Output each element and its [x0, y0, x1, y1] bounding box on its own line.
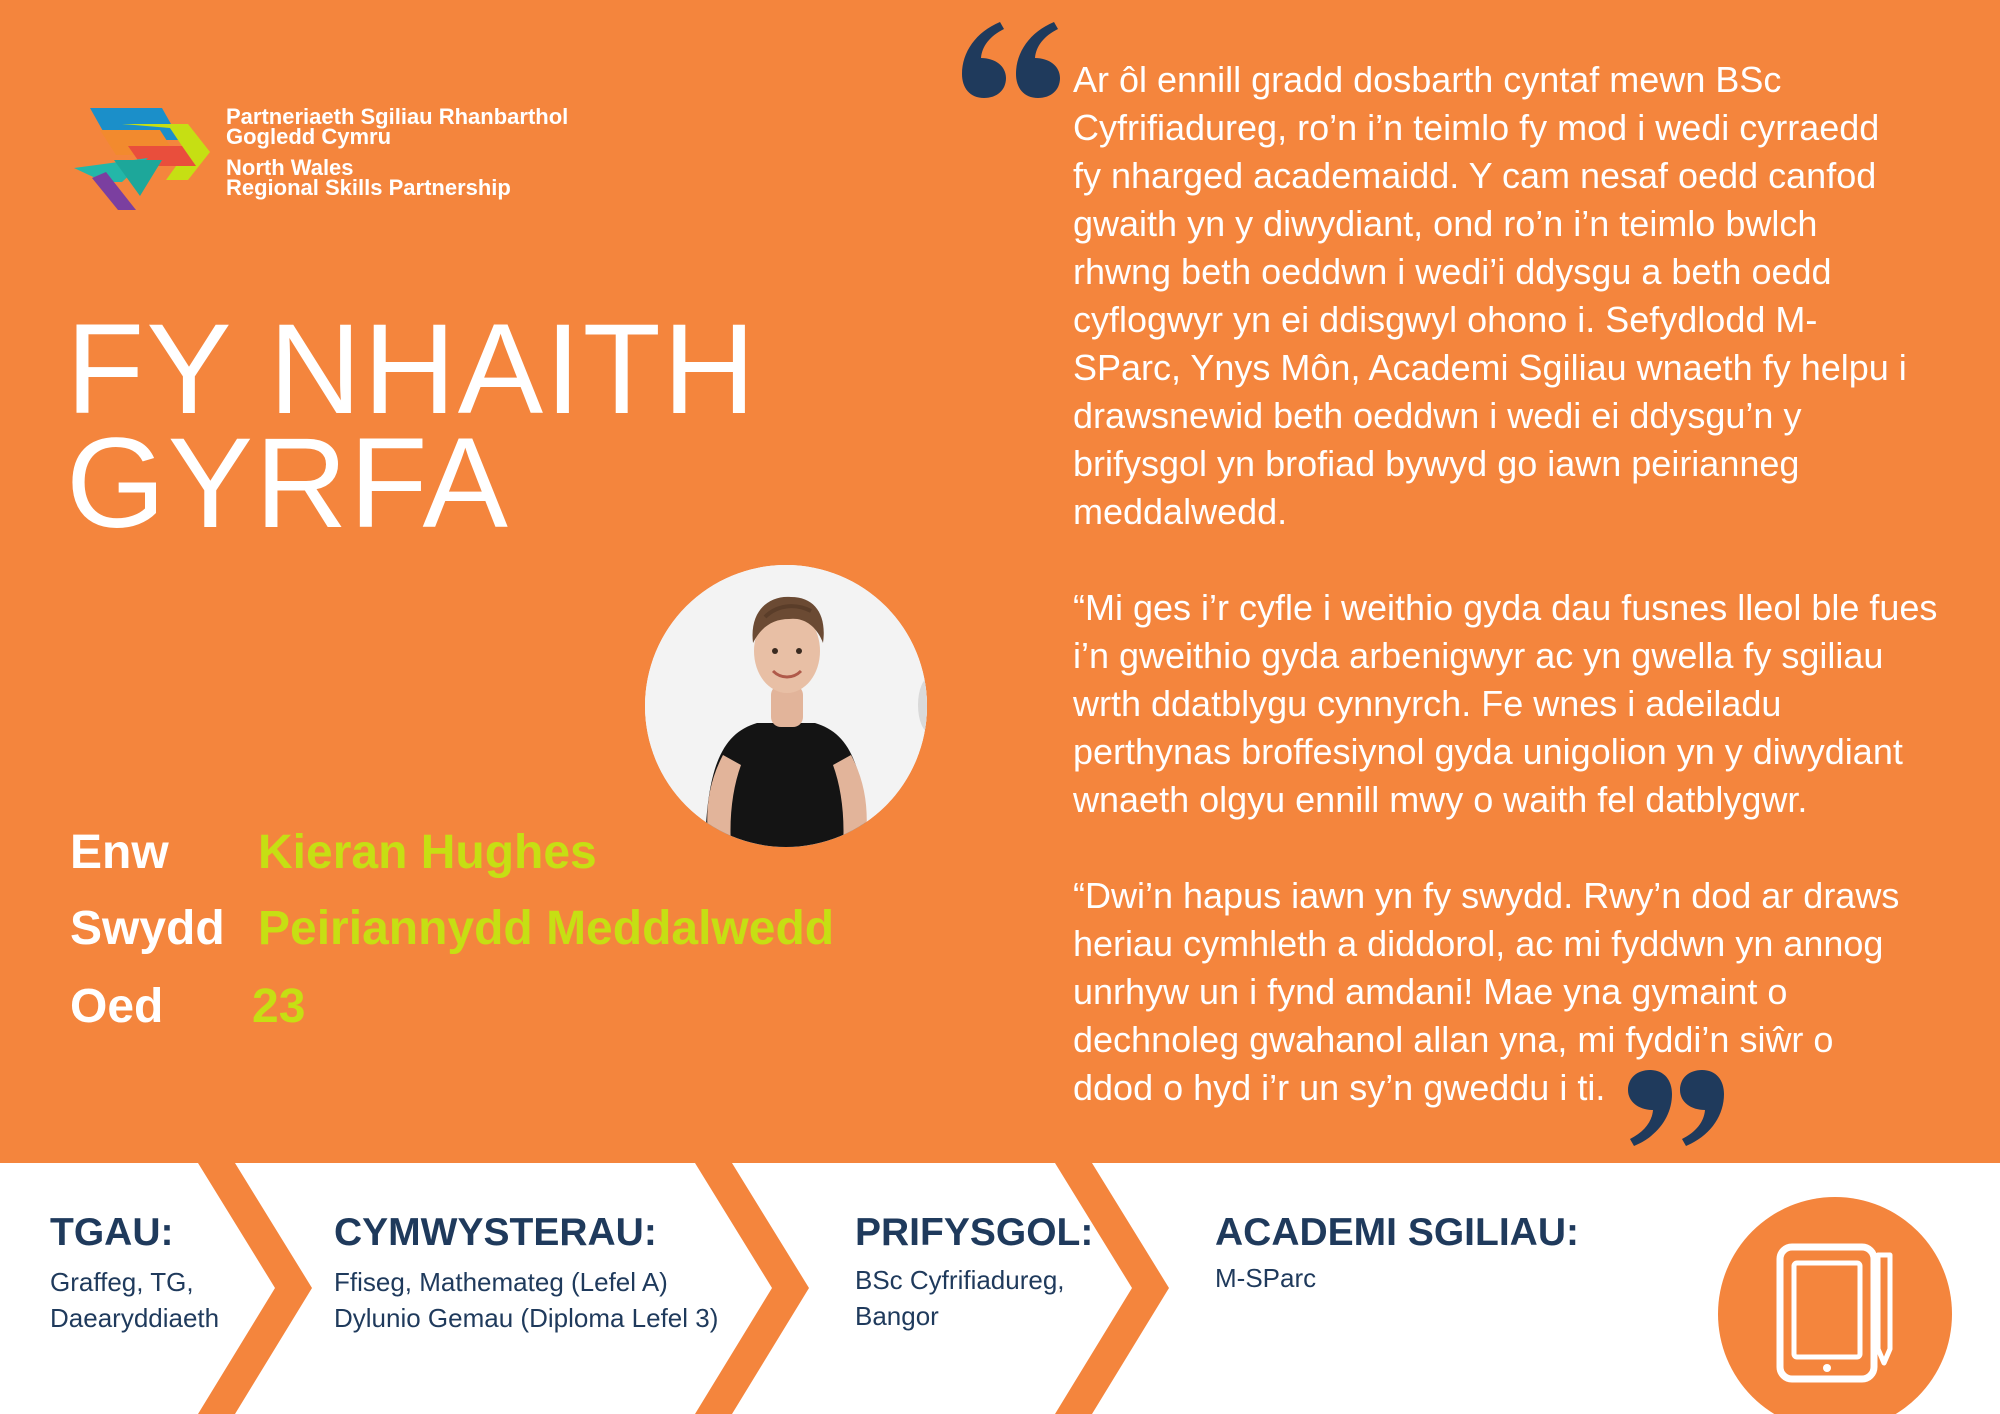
quote-line: wnaeth olgyu ennill mwy o waith fel datblygwr.: [1073, 779, 1808, 820]
university-text-1: BSc Cyfrifiadureg,: [855, 1265, 1065, 1295]
logo-text-english-1: North Wales: [226, 155, 354, 180]
skills-academy-heading: ACADEMI SGILIAU:: [1215, 1211, 1579, 1254]
quote-line: cyflogwyr yn ei ddisgwyl ohono i. Sefydlodd M-: [1073, 299, 1818, 340]
quote-line: SParc, Ynys Môn, Academi Sgiliau wnaeth fy helpu i: [1073, 347, 1907, 388]
avatar: [645, 565, 927, 847]
device-badge: [1718, 1197, 1952, 1414]
quote-line: unrhyw un i fynd amdani! Mae yna gymaint o: [1073, 971, 1788, 1012]
open-quote-icon: [962, 22, 1062, 98]
partnership-logo: [70, 100, 670, 210]
quote-line: meddalwedd.: [1073, 491, 1288, 532]
quote-line: “Dwi’n hapus iawn yn fy swydd. Rwy’n dod ar draws: [1073, 875, 1900, 916]
logo-text-welsh-1: Partneriaeth Sgiliau Rhanbarthol: [226, 104, 569, 129]
page-title-line-1: FY NHAITH: [66, 298, 758, 441]
page-title-line-2: GYRFA: [66, 412, 510, 555]
skills-academy-text: M-SParc: [1215, 1263, 1317, 1293]
quote-line: brifysgol yn brofiad bywyd go iawn peirianneg: [1073, 443, 1800, 484]
job-label: Swydd: [70, 902, 225, 955]
name-value: Kieran Hughes: [258, 826, 597, 879]
tablet-icon: [1718, 1197, 1952, 1414]
age-value: 23: [252, 980, 306, 1033]
quote-line: ddod o hyd i’r un sy’n gweddu i ti.: [1073, 1067, 1606, 1108]
job-value: Peiriannydd Meddalwedd: [258, 902, 835, 955]
quote-line: Cyfrifiadureg, ro’n i’n teimlo fy mod i wedi cyrraedd: [1073, 107, 1880, 148]
gcse-text-1: Graffeg, TG,: [50, 1267, 194, 1297]
university-text-2: Bangor: [855, 1301, 939, 1331]
university-heading: PRIFYSGOL:: [855, 1211, 1094, 1254]
gcse-text-2: Daearyddiaeth: [50, 1303, 220, 1333]
gcse-heading: TGAU:: [50, 1211, 174, 1254]
quote-line: gwaith yn y diwydiant, ond ro’n i’n teimlo bwlch: [1073, 203, 1818, 244]
quote-line: heriau cymhleth a diddorol, ac mi fyddwn yn annog: [1073, 923, 1884, 964]
education-timeline: [0, 1163, 2000, 1414]
close-quote-icon: [1628, 1070, 1724, 1146]
logo-text-welsh-2: Gogledd Cymru: [226, 124, 392, 149]
age-label: Oed: [70, 980, 164, 1033]
quote-line: perthynas broffesiynol gyda unigolion yn y diwydiant: [1073, 731, 1903, 772]
quote-line: Ar ôl ennill gradd dosbarth cyntaf mewn BSc: [1073, 59, 1782, 100]
quote-line: “Mi ges i’r cyfle i weithio gyda dau fusnes lleol ble fues: [1073, 587, 1938, 628]
quote-line: i’n gweithio gyda arbenigwyr ac yn gwella fy sgiliau: [1073, 635, 1884, 676]
quote-line: wrth ddatblygu cynnyrch. Fe wnes i adeiladu: [1073, 683, 1782, 724]
chevron-arrows-logo-icon: [70, 100, 220, 210]
qualifications-text-2: Dylunio Gemau (Diploma Lefel 3): [334, 1303, 719, 1333]
name-label: Enw: [70, 826, 169, 879]
qualifications-text-1: Ffiseg, Mathemateg (Lefel A): [334, 1267, 668, 1297]
qualifications-heading: CYMWYSTERAU:: [334, 1211, 657, 1254]
quote-line: dechnoleg gwahanol allan yna, mi fyddi’n siŵr o: [1073, 1019, 1834, 1060]
person-photo-illustration: [645, 565, 927, 847]
quote-line: rhwng beth oeddwn i wedi’i ddysgu a beth oedd: [1073, 251, 1832, 292]
quote-line: drawsnewid beth oeddwn i wedi ei ddysgu’n y: [1073, 395, 1802, 436]
quote-line: fy nharged academaidd. Y cam nesaf oedd canfod: [1073, 155, 1877, 196]
logo-text-english-2: Regional Skills Partnership: [226, 175, 511, 200]
